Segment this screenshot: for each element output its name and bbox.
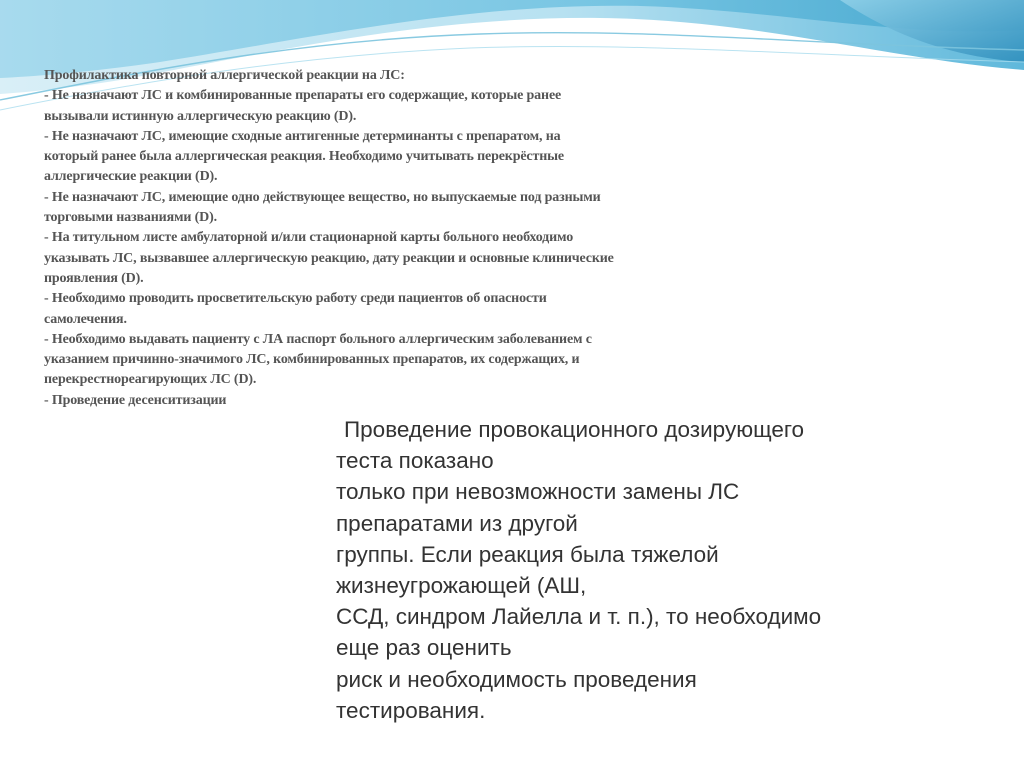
prevention-heading: Профилактика повторной аллергической реакции на ЛС: — [44, 68, 405, 83]
note-line: еще раз оценить — [336, 635, 512, 661]
prevention-line: - Необходимо выдавать пациенту с ЛА паспорт больного аллергическим заболеванием с — [44, 331, 592, 347]
note-line: Проведение провокационного дозирующего — [344, 417, 805, 442]
note-line: только при невозможности замены ЛС — [336, 479, 740, 505]
prevention-line: проявления (D). — [44, 270, 144, 286]
note-line: риск и необходимость проведения — [336, 666, 697, 692]
provocation-test-note — [336, 414, 956, 726]
prevention-line: самолечения. — [44, 311, 127, 327]
prevention-text-block — [44, 66, 784, 411]
prevention-line: указывать ЛС, вызвавшее аллергическую реакцию, дату реакции и основные клинические — [44, 250, 614, 266]
prevention-line: аллергические реакции (D). — [44, 169, 218, 185]
note-line: ССД, синдром Лайелла и т. п.), то необходимо — [336, 604, 822, 630]
prevention-line: - На титульном листе амбулаторной и/или стационарной карты больного необходимо — [44, 230, 574, 246]
prevention-line: - Не назначают ЛС, имеющие сходные антигенные детерминанты с препаратом, на — [44, 128, 561, 144]
prevention-line: - Не назначают ЛС, имеющие одно действующее вещество, но выпускаемые под разными — [44, 189, 601, 205]
note-line: группы. Если реакция была тяжелой — [336, 541, 719, 567]
prevention-line: - Необходимо проводить просветительскую работу среди пациентов об опасности — [44, 291, 547, 307]
prevention-line: указанием причинно-значимого ЛС, комбинированных препаратов, их содержащих, и — [44, 352, 580, 368]
note-line: жизнеугрожающей (АШ, — [336, 573, 587, 599]
prevention-line: торговыми названиями (D). — [44, 210, 217, 226]
note-line: тестирования. — [336, 697, 486, 723]
prevention-line: который ранее была аллергическая реакция. Необходимо учитывать перекрёстные — [44, 149, 564, 165]
prevention-line: вызывали истинную аллергическую реакцию (D). — [44, 108, 357, 124]
note-line: препаратами из другой — [336, 510, 578, 536]
prevention-line: - Проведение десенситизации — [44, 392, 227, 408]
note-line: теста показано — [336, 448, 494, 474]
prevention-line: перекрестнореагирующих ЛС (D). — [44, 372, 257, 388]
prevention-line: - Не назначают ЛС и комбинированные препараты его содержащие, которые ранее — [44, 88, 562, 104]
